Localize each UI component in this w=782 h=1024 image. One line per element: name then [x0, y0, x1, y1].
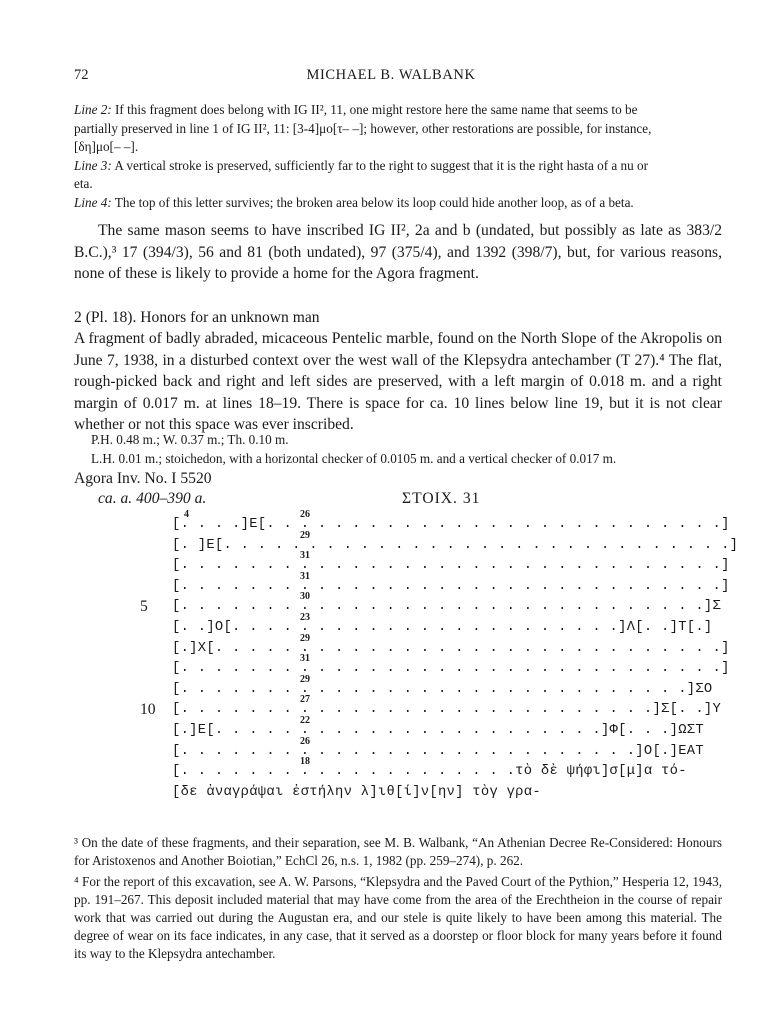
letter-count: 23 [300, 612, 310, 623]
inscription-line: [. . . . . . . . . . . . . . . . . . . . . . . . . . .]Ο[.]ΕΑΤ [172, 743, 704, 759]
letter-count: 30 [300, 591, 310, 603]
line-note: partially preserved in line 1 of IG II², 11: [3-4]μο[τ– –]; however, other restorations are possible, for instance, [74, 120, 652, 136]
letter-count: 22 [300, 715, 310, 726]
letter-count: 29 [300, 529, 310, 541]
inscription-line: [δε ἀναγράψαι ἐστήλην λ]ιθ[ί]ν[ην] τὸγ γρα- [172, 784, 541, 800]
letter-count: 18 [300, 756, 310, 768]
line-notes [74, 101, 722, 212]
line-note: Line 4: The top of this letter survives; the broken area below its loop could hide another loop, as of a beta. [74, 194, 634, 210]
inscription-line: [. . . . . . . . . . . . . . . . . . . . . . . . . . . . . . .]Σ [172, 599, 722, 615]
section-heading: 2 (Pl. 18). Honors for an unknown man [74, 309, 320, 326]
line-number: 5 [140, 598, 148, 616]
running-head-author: MICHAEL B. WALBANK [306, 67, 476, 83]
mason-paragraph: The same mason seems to have inscribed IG II², 2a and b (undated, but possibly as late as 383/2 B.C.),³ 17 (394/3), 56 and 81 (both undated), 97 (375/4), and 1392 (398/7), but, for various reasons, none of these is likely to provide a home for the Agora fragment. [74, 222, 722, 282]
dimensions: P.H. 0.48 m.; W. 0.37 m.; Th. 0.10 m. [91, 432, 289, 447]
inscription-line: [.]Ε[. . . . . . . . . . . . . . . . . . . . . . .]Φ[. . .]ΩΣΤ [172, 723, 704, 738]
letter-count: 27 [300, 694, 310, 706]
letter-count: 26 [300, 735, 310, 747]
inscription-line: [. . . . . . . . . . . . . . . . . . . .τὸ δὲ ψήφι]σ[μ]α τό- [172, 764, 687, 780]
line-note: Line 3: A vertical stroke is preserved, sufficiently far to the right to suggest that it is the right hasta of a nu or [74, 157, 649, 173]
letter-count-small: 4 [184, 509, 189, 520]
line-note: eta. [74, 176, 93, 191]
inscription-line: [. ]Ε[. . . . . . . . . . . . . . . . . . . . . . . . . . . . . .] [172, 537, 739, 553]
footnote: ³ On the date of these fragments, and their separation, see M. B. Walbank, “An Athenian Decree Re-Considered: Honours for Aristoxenos and Another Boiotian,” EchCl 26, n.s. 1, 1982 (pp. 259–274), p. 262. [74, 835, 722, 868]
inscription-line: [. . . .]Ε[. . . . . . . . . . . . . . . . . . . . . . . . . . .] [172, 517, 730, 532]
inscription-line: [. . . . . . . . . . . . . . . . . . . . . . . . . . . . . . . .] [172, 661, 730, 677]
inventory-number: Agora Inv. No. I 5520 [74, 470, 212, 487]
inscription-date: ca. a. 400–390 a. [98, 490, 207, 507]
inscription-line: [. . . . . . . . . . . . . . . . . . . . . . . . . . . . . . . .] [172, 558, 730, 574]
line-note: [δη]μο[– –]. [74, 139, 139, 154]
line-note: Line 2: If this fragment does belong with IG II², 11, one might restore here the same name that seems to be [74, 102, 638, 117]
letter-count: 29 [300, 673, 310, 685]
inscription-line: [.]Χ[. . . . . . . . . . . . . . . . . . . . . . . . . . . . . .] [172, 640, 730, 656]
line-number: 10 [140, 701, 156, 719]
inscription-line: [. . . . . . . . . . . . . . . . . . . . . . . . . . . . . .]ΣΟ [172, 681, 713, 697]
inscription-line: [. . . . . . . . . . . . . . . . . . . . . . . . . . . .]Σ[. .]Υ [172, 702, 722, 718]
letter-count: 31 [300, 570, 310, 582]
letter-count: 31 [300, 653, 310, 665]
letter-count: 31 [300, 550, 310, 562]
letter-count: 29 [300, 632, 310, 644]
inscription-line: [. .]Ο[. . . . . . . . . . . . . . . . . . . . . . .]Λ[. .]Τ[.] [172, 620, 713, 635]
footnote: ⁴ For the report of this excavation, see A. W. Parsons, “Klepsydra and the Paved Court of the Pythion,” Hesperia 12, 1943, pp. 191–267. This deposit included material that may have come from the area of the Erechtheion in the course of repair work that was carried out during the Augustan era, and our stele is quite likely to have been among this material. The degree of wear on its face indicates, in any case, that it served as a doorstep or floor block for many years before it found its way to the Klepsydra antechamber. [74, 874, 722, 961]
stoichedon-count: ΣΤΟΙΧ. 31 [402, 490, 481, 507]
inscription-line: [. . . . . . . . . . . . . . . . . . . . . . . . . . . . . . . .] [172, 578, 730, 594]
fragment-description: A fragment of badly abraded, micaceous Pentelic marble, found on the North Slope of the Akropolis on June 7, 1938, in a disturbed context over the west wall of the Klepsydra antechamber (T 27).⁴ The flat, rough-picked back and right and left sides are preserved, with a left margin of 0.018 m. and a right margin of 0.017 m. at lines 18–19. There is space for ca. 10 lines below line 19, but it is not clear whether or not this space was ever inscribed. [74, 330, 722, 433]
letter-height: L.H. 0.01 m.; stoichedon, with a horizontal checker of 0.0105 m. and a vertical checker of 0.017 m. [91, 451, 617, 466]
page-number: 72 [74, 67, 89, 83]
letter-count: 26 [300, 509, 310, 520]
